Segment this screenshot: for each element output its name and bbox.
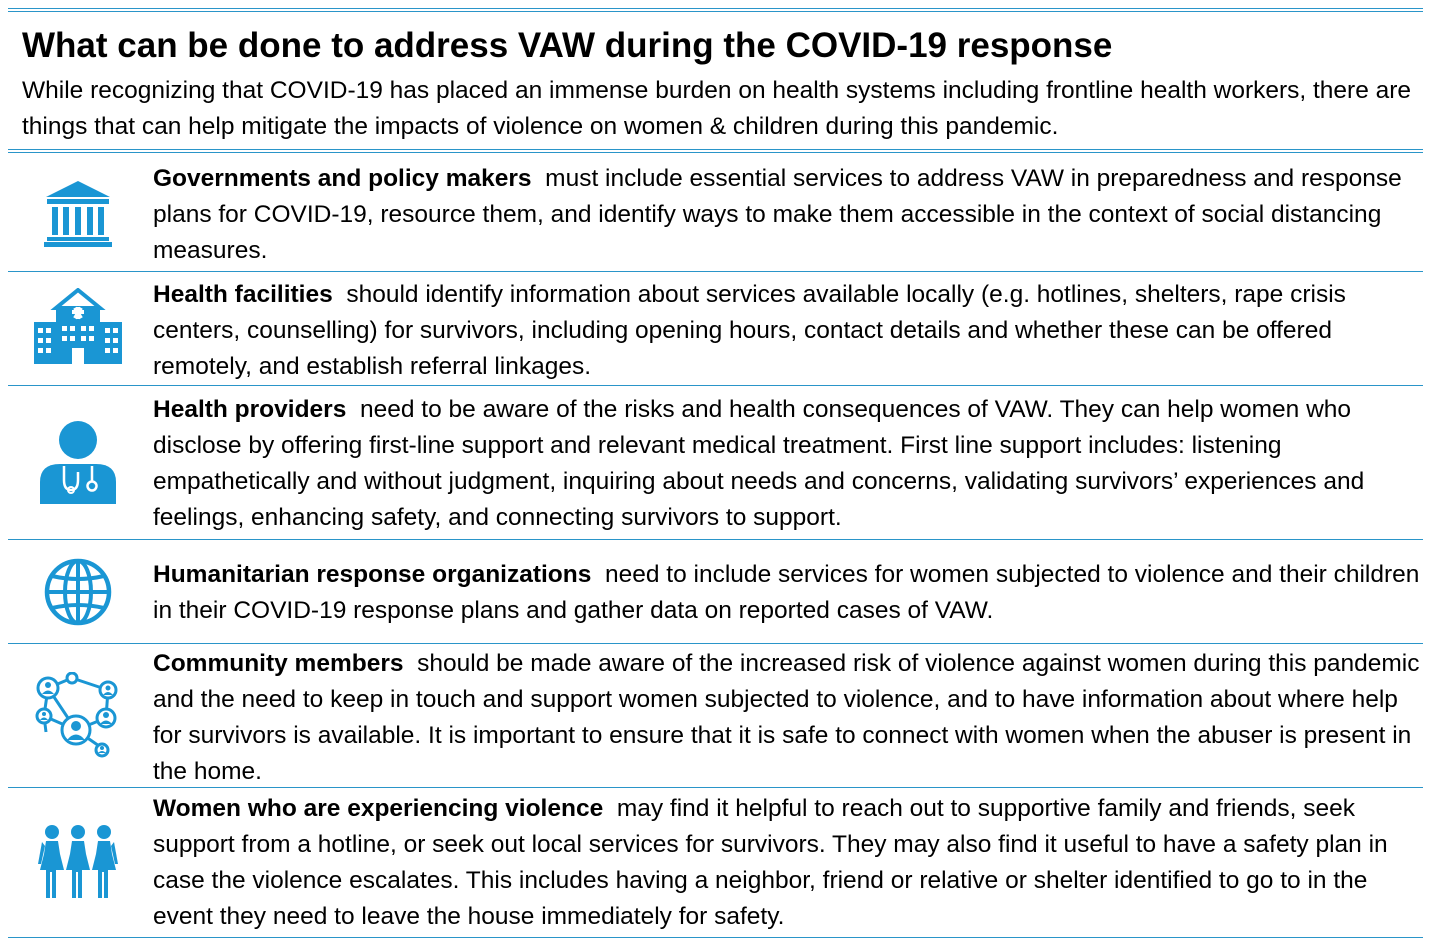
row-body: should identify information about services available locally (e.g. hotlines, shelters, rape crisis centers, counselling) for survivors, including opening hours, contact details and whether these can be offered remotely, and establish referral linkages. bbox=[153, 281, 1346, 380]
top-divider bbox=[8, 8, 1423, 12]
page-title: What can be done to address VAW during the COVID-19 response bbox=[22, 26, 1113, 65]
row-text bbox=[153, 277, 1423, 385]
community-network-icon bbox=[28, 672, 128, 758]
header-divider bbox=[8, 149, 1423, 153]
row-divider bbox=[8, 539, 1423, 540]
row-lead: Women who are experiencing violence bbox=[153, 795, 604, 822]
row-body: must include essential services to address VAW in preparedness and response plans for COVID-19, resource them, and identify ways to make them accessible in the context of social distancing measures. bbox=[153, 165, 1402, 264]
page-subtitle: While recognizing that COVID-19 has placed an immense burden on health systems including frontline health workers, there are things that can help mitigate the impacts of violence on women & children during this pandemic. bbox=[22, 77, 1412, 140]
row-lead: Governments and policy makers bbox=[153, 165, 532, 192]
row-body: may find it helpful to reach out to supportive family and friends, seek support from a hotline, or seek out local services for survivors. They may also find it useful to have a safety plan in case the violence escalates. This includes having a neighbor, friend or relative or shelter identified to go to in the event they need to leave the house immediately for safety. bbox=[153, 795, 1388, 930]
row-body: should be made aware of the increased risk of violence against women during this pandemic and the need to keep in touch and support women subjected to violence, and to have information about where help for survivors is available. It is important to ensure that it is safe to connect with women when the abuser is present in the home. bbox=[153, 650, 1420, 785]
row-divider bbox=[8, 385, 1423, 386]
row-divider bbox=[8, 271, 1423, 272]
bottom-divider bbox=[8, 937, 1423, 938]
row-lead: Health facilities bbox=[153, 281, 333, 308]
row-divider bbox=[8, 787, 1423, 788]
globe-icon bbox=[28, 557, 128, 627]
row-divider bbox=[8, 643, 1423, 644]
row-text bbox=[153, 161, 1423, 269]
row-lead: Community members bbox=[153, 650, 404, 677]
row-lead: Humanitarian response organizations bbox=[153, 561, 592, 588]
row-text bbox=[153, 646, 1423, 790]
government-building-icon bbox=[28, 178, 128, 248]
row-body: need to include services for women subjected to violence and their children in their COVID-19 response plans and gather data on reported cases of VAW. bbox=[153, 561, 1420, 624]
row-text bbox=[153, 557, 1423, 629]
row-text bbox=[153, 791, 1423, 935]
row-body: need to be aware of the risks and health consequences of VAW. They can help women who disclose by offering first-line support and relevant medical treatment. First line support includes: listening empathetically and without judgment, inquiring about needs and concerns, validating survivors’ experiences and feelings, enhancing safety, and connecting survivors to support. bbox=[153, 396, 1365, 531]
row-text bbox=[153, 392, 1423, 536]
doctor-icon bbox=[28, 420, 128, 504]
women-group-icon bbox=[28, 824, 128, 900]
hospital-icon bbox=[28, 288, 128, 364]
row-lead: Health providers bbox=[153, 396, 347, 423]
